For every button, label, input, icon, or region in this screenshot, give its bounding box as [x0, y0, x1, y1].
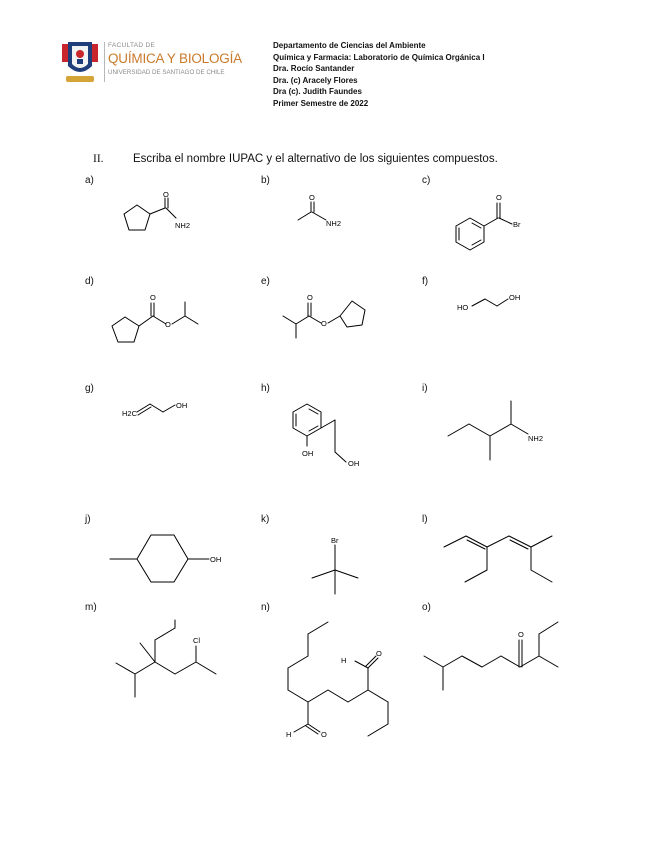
structure-g: [122, 401, 187, 418]
atom-h2c: H2C: [122, 409, 138, 418]
logo-faculty-name: QUÍMICA Y BIOLOGÍA: [108, 51, 242, 66]
structure-m: [116, 620, 216, 697]
atom-nh2: NH2: [175, 221, 191, 230]
item-label-e: e): [261, 276, 270, 287]
section-number: II.: [93, 153, 104, 165]
atom-o: O: [163, 190, 169, 199]
structure-d: [112, 293, 198, 342]
structure-f: [457, 293, 520, 312]
item-label-m: m): [85, 602, 97, 613]
item-label-n: n): [261, 602, 270, 613]
header-instructor-1: Dra. Rocío Santander: [273, 64, 355, 74]
atom-br: Br: [331, 536, 339, 545]
logo-university-name: UNIVERSIDAD DE SANTIAGO DE CHILE: [108, 69, 225, 76]
structure-b: [298, 193, 341, 228]
structure-e: [283, 293, 365, 338]
atom-oh: OH: [509, 293, 521, 302]
structure-c: [456, 193, 521, 250]
atom-o: O: [518, 630, 524, 639]
item-label-h: h): [261, 383, 270, 394]
atom-oh: OH: [302, 449, 314, 458]
item-label-a: a): [85, 175, 94, 186]
item-label-f: f): [422, 276, 429, 287]
atom-o: O: [321, 730, 327, 739]
item-label-c: c): [422, 175, 431, 186]
structure-i: [448, 401, 543, 460]
atom-o: O: [309, 193, 315, 202]
item-label-i: i): [422, 383, 428, 394]
atom-h: H: [341, 656, 347, 665]
structure-o: [424, 622, 558, 690]
item-label-k: k): [261, 514, 270, 525]
structure-k: [312, 536, 358, 594]
atom-ho: HO: [457, 303, 469, 312]
header-instructor-2: Dra. (c) Aracely Flores: [273, 75, 358, 85]
atom-o: O: [321, 319, 327, 328]
atom-o: O: [150, 293, 156, 302]
structure-h: [293, 404, 359, 468]
structure-n: [286, 622, 388, 739]
atom-oh: OH: [176, 401, 188, 410]
atom-o: O: [165, 320, 171, 329]
item-label-l: l): [422, 514, 428, 525]
item-label-o: o): [422, 602, 431, 613]
header-course: Química y Farmacia: Laboratorio de Química Orgánica I: [273, 52, 485, 62]
structure-j: [110, 535, 221, 582]
item-label-j: j): [85, 514, 91, 525]
atom-nh2: NH2: [326, 219, 342, 228]
header-semester: Primer Semestre de 2022: [273, 98, 369, 108]
atom-oh: OH: [210, 555, 222, 564]
item-label-g: g): [85, 383, 94, 394]
atom-cl: Cl: [193, 636, 201, 645]
item-label-b: b): [261, 175, 270, 186]
structure-l: [444, 536, 552, 582]
section-instruction: Escriba el nombre IUPAC y el alternativo de los siguientes compuestos.: [133, 153, 498, 165]
atom-h: H: [286, 730, 292, 739]
atom-oh: OH: [348, 459, 360, 468]
logo-faculty-label: FACULTAD DE: [108, 42, 156, 49]
atom-br: Br: [513, 220, 521, 229]
atom-o: O: [496, 193, 502, 202]
header-department: Departamento de Ciencias del Ambiente: [273, 41, 426, 50]
header-instructor-3: Dra (c). Judith Faundes: [273, 87, 362, 97]
item-label-d: d): [85, 276, 94, 287]
structure-a: [124, 190, 190, 230]
atom-nh2: NH2: [528, 434, 544, 443]
atom-o: O: [376, 649, 382, 658]
atom-o: O: [307, 293, 313, 302]
